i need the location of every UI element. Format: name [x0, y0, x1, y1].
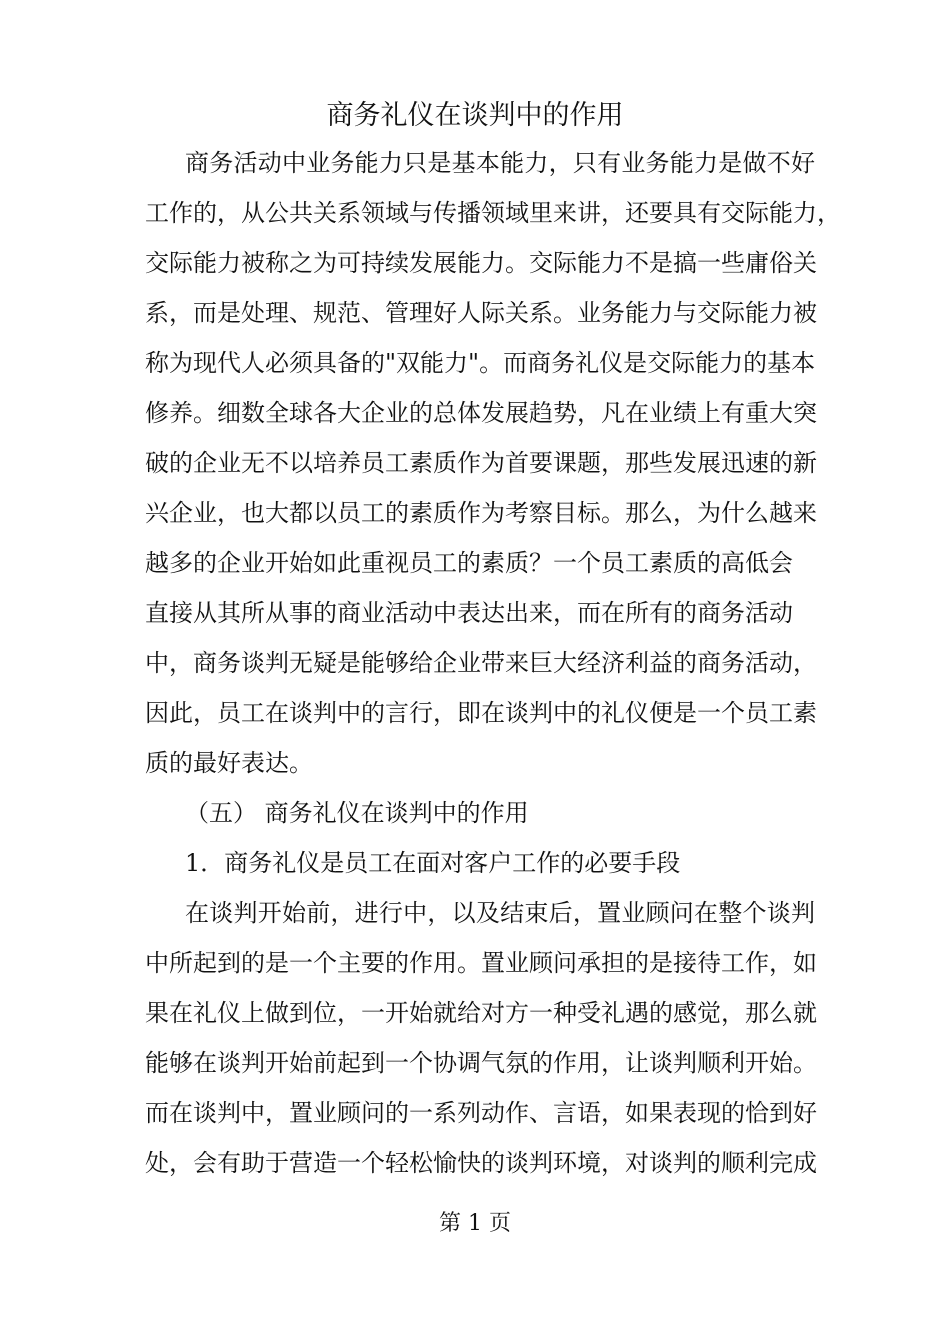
paragraph-intro: [145, 138, 841, 788]
text-line: 修养。细数全球各大企业的总体发展趋势，凡在业绩上有重大突: [145, 399, 817, 427]
text-line: 越多的企业开始如此重视员工的素质？一个员工素质的高低会: [145, 549, 793, 577]
text-line: 质的最好表达。: [145, 749, 313, 777]
text-line: 兴企业，也大都以员工的素质作为考察目标。那么，为什么越来: [145, 499, 817, 527]
text-line: 中，商务谈判无疑是能够给企业带来巨大经济利益的商务活动，: [145, 649, 817, 677]
document-title: 商务礼仪在谈判中的作用: [326, 100, 624, 131]
text-line: 能够在谈判开始前起到一个协调气氛的作用，让谈判顺利开始。: [145, 1049, 817, 1077]
text-line: 交际能力被称之为可持续发展能力。交际能力不是搞一些庸俗关: [145, 249, 817, 277]
text-line: 破的企业无不以培养员工素质作为首要课题，那些发展迅速的新: [145, 449, 817, 477]
text-line: 工作的，从公共关系领域与传播领域里来讲，还要具有交际能力，: [145, 199, 841, 227]
text-line: 而在谈判中，置业顾问的一系列动作、言语，如果表现的恰到好: [145, 1099, 817, 1127]
text-line: 系，而是处理、规范、管理好人际关系。业务能力与交际能力被: [145, 299, 817, 327]
text-line: 处，会有助于营造一个轻松愉快的谈判环境，对谈判的顺利完成: [145, 1149, 817, 1177]
subheading: 1．商务礼仪是员工在面对客户工作的必要手段: [185, 849, 681, 877]
text-line: 商务活动中业务能力只是基本能力，只有业务能力是做不好: [185, 149, 815, 177]
page-number: 第 1 页: [439, 1211, 511, 1236]
text-line: 中所起到的是一个主要的作用。置业顾问承担的是接待工作，如: [145, 949, 817, 977]
text-line: 称为现代人必须具备的"双能力"。而商务礼仪是交际能力的基本: [145, 349, 816, 377]
text-line: 在谈判开始前，进行中，以及结束后，置业顾问在整个谈判: [185, 899, 815, 927]
paragraph-negotiation: [145, 888, 815, 1188]
text-line: 果在礼仪上做到位，一开始就给对方一种受礼遇的感觉，那么就: [145, 999, 817, 1027]
text-line: 因此，员工在谈判中的言行，即在谈判中的礼仪便是一个员工素: [145, 699, 817, 727]
section-heading: （五） 商务礼仪在谈判中的作用: [185, 799, 529, 827]
text-line: 直接从其所从事的商业活动中表达出来，而在所有的商务活动: [145, 599, 793, 627]
section-heading-block: [145, 788, 815, 888]
